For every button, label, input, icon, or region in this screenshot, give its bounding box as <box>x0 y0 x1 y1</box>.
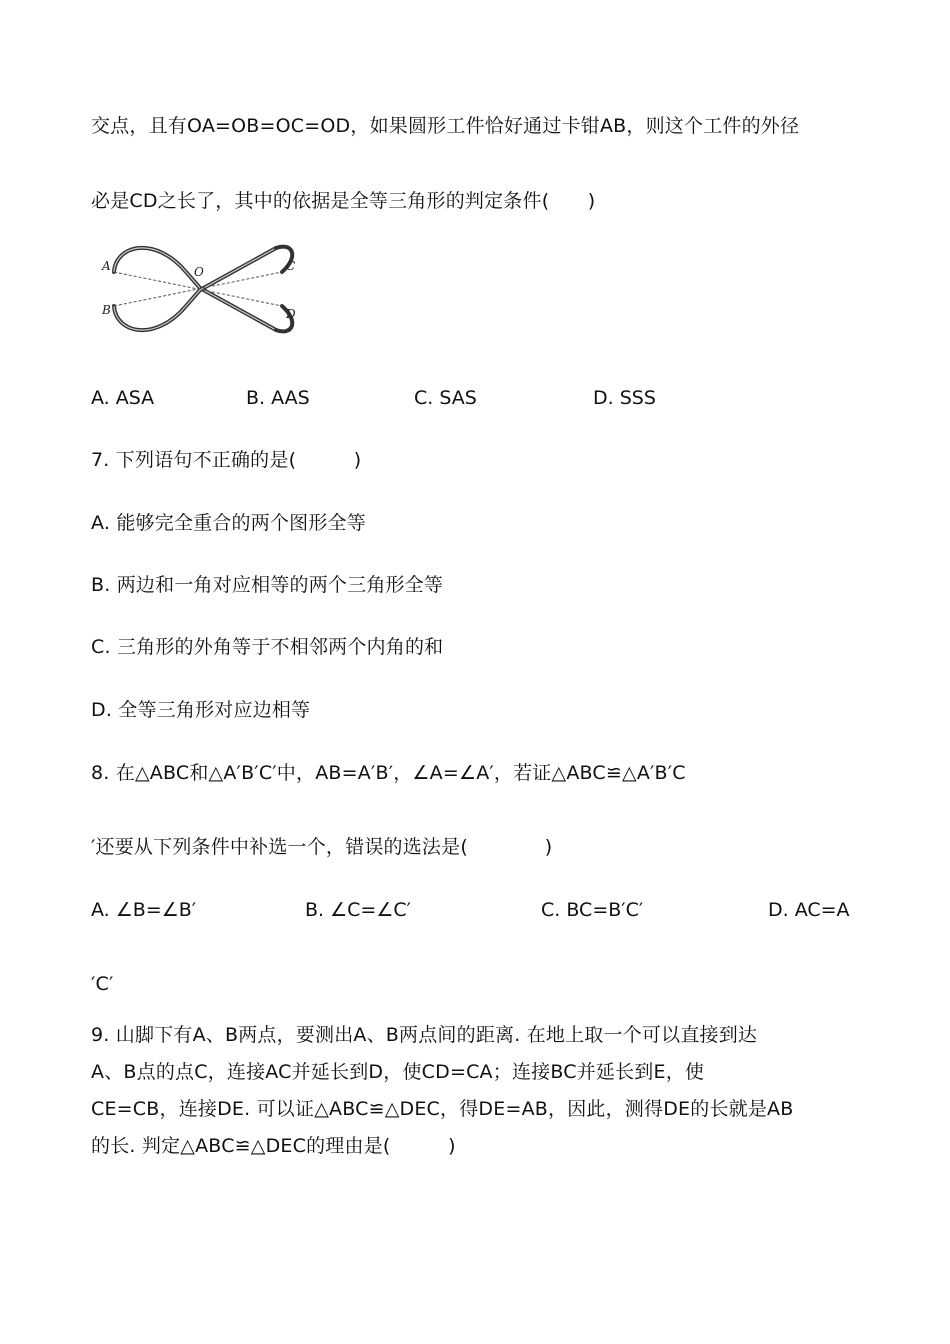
label-o: O <box>194 265 204 279</box>
q8-stem-line1: 8. 在△ABC和△A′B′C′中，AB=A′B′，∠A=∠A′，若证△ABC≌△A′B′C <box>91 762 686 784</box>
label-a: A <box>102 259 111 273</box>
q9-line3: CE=CB，连接DE. 可以证△ABC≌△DEC，得DE=AB，因此，测得DE的长就是AB <box>91 1098 794 1120</box>
label-d: D <box>286 307 296 321</box>
q8-option-d: D. AC=A <box>768 899 850 921</box>
q9-line4: 的长. 判定△ABC≌△DEC的理由是( ) <box>91 1135 456 1157</box>
q6-option-d: D. SSS <box>593 387 656 409</box>
q6-option-c: C. SAS <box>414 387 477 409</box>
label-c: C <box>286 259 296 273</box>
q7-option-d: D. 全等三角形对应边相等 <box>91 699 311 721</box>
q6-option-a: A. ASA <box>91 387 155 409</box>
q8-option-b: B. ∠C=∠C′ <box>305 899 411 921</box>
q9-line1: 9. 山脚下有A、B两点，要测出A、B两点间的距离. 在地上取一个可以直接到达 <box>91 1024 758 1046</box>
caliper-diagram <box>96 234 306 344</box>
q8-option-a: A. ∠B=∠B′ <box>91 899 197 921</box>
q7-option-a: A. 能够完全重合的两个图形全等 <box>91 512 366 534</box>
q7-stem: 7. 下列语句不正确的是( ) <box>91 449 362 471</box>
q9-line2: A、B点的点C，连接AC并延长到D，使CD=CA；连接BC并延长到E，使 <box>91 1061 705 1083</box>
label-b: B <box>102 303 111 317</box>
q6-text-line1: 交点，且有OA=OB=OC=OD，如果圆形工件恰好通过卡钳AB，则这个工件的外径 <box>91 115 800 137</box>
q8-stem-line2: ′还要从下列条件中补选一个，错误的选法是( ) <box>91 836 553 858</box>
q7-option-c: C. 三角形的外角等于不相邻两个内角的和 <box>91 636 444 658</box>
q6-option-b: B. AAS <box>246 387 310 409</box>
q8-option-c: C. BC=B′C′ <box>541 899 644 921</box>
q6-text-line2: 必是CD之长了，其中的依据是全等三角形的判定条件( ) <box>91 190 596 212</box>
q8-option-d-continued: ′C′ <box>91 973 114 995</box>
q7-option-b: B. 两边和一角对应相等的两个三角形全等 <box>91 574 444 596</box>
caliper-figure <box>96 234 306 344</box>
